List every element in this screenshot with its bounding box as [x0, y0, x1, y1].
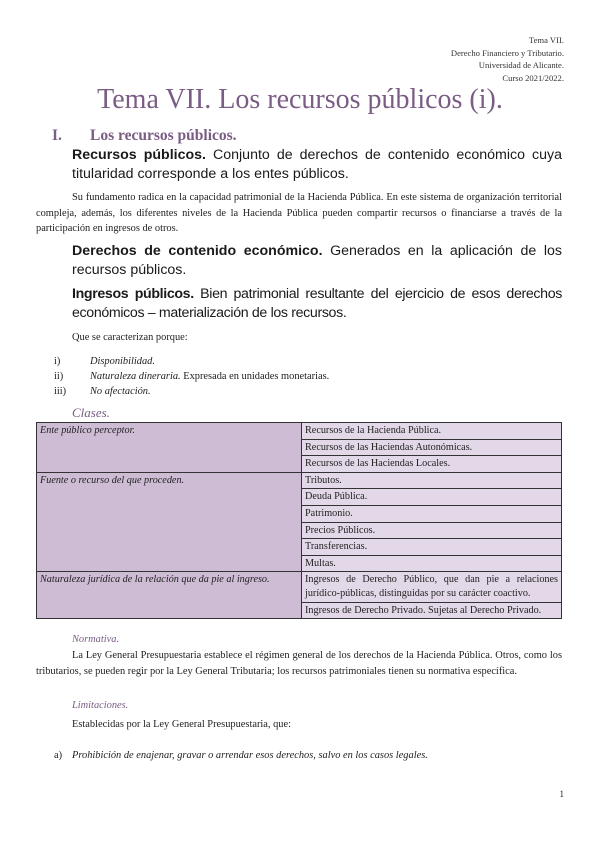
- list-item: [54, 369, 329, 384]
- definition-derechos: [72, 242, 562, 280]
- definition-term: Ingresos públicos.: [72, 286, 194, 302]
- paragraph-fundamento: Su fundamento radica en la capacidad patrimonial de la Hacienda Pública. En este sistema de organización territorial compleja, además, los diferentes niveles de la Hacienda Pública pueden compartir recursos o financiarse a través de la participación en ingresos de otros.: [36, 192, 562, 234]
- characteristics-list: [54, 354, 329, 399]
- normativa-paragraph: La Ley General Presupuestaria establece el régimen general de los derechos de la Hacienda Pública. Otros, como los tributarios, se pueden regir por la Ley General Tributaria; los recursos patrimoniales tienen su normativa específica.: [36, 650, 562, 677]
- section-heading: [52, 127, 237, 145]
- table-row: [37, 472, 562, 489]
- table-cell: Multas.: [302, 555, 562, 572]
- table-row: [37, 423, 562, 440]
- list-item-term: Naturaleza dineraria.: [90, 371, 181, 382]
- header-line: Derecho Financiero y Tributario.: [450, 47, 564, 58]
- table-cell: Ingresos de Derecho Privado. Sujetas al Derecho Privado.: [302, 602, 562, 619]
- classes-table: [36, 422, 562, 619]
- section-number: I.: [52, 127, 62, 144]
- header-line: Universidad de Alicante.: [478, 60, 564, 71]
- table-cell: Recursos de la Hacienda Pública.: [302, 423, 562, 440]
- definition-ingresos: [72, 285, 562, 323]
- clases-heading: Clases.: [72, 405, 110, 420]
- page-number: 1: [559, 789, 564, 799]
- running-header: [451, 34, 564, 84]
- definition-text: Generados en la aplicación de los recursos públicos.: [72, 243, 562, 278]
- list-item-text: Prohibición de enajenar, gravar o arrendar esos derechos, salvo en los casos legales.: [72, 750, 428, 761]
- header-line: Tema VII.: [528, 35, 564, 45]
- table-group-label: Naturaleza jurídica de la relación que da pie al ingreso.: [37, 572, 302, 619]
- section-title: Los recursos públicos.: [90, 127, 237, 144]
- table-cell: Deuda Pública.: [302, 489, 562, 506]
- limitaciones-heading: Limitaciones.: [72, 700, 129, 711]
- table-cell: Recursos de las Haciendas Locales.: [302, 456, 562, 473]
- limitaciones-paragraph: Establecidas por la Ley General Presupuestaria, que:: [72, 719, 291, 730]
- table-cell: Tributos.: [302, 472, 562, 489]
- table-cell: Transferencias.: [302, 539, 562, 556]
- table-group-label: Fuente o recurso del que proceden.: [37, 472, 302, 572]
- header-line: Curso 2021/2022.: [502, 72, 564, 83]
- table-group-label: Ente público perceptor.: [37, 423, 302, 473]
- list-marker: i): [54, 356, 61, 367]
- definition-term: Derechos de contenido económico.: [72, 243, 323, 259]
- page-title: Tema VII. Los recursos públicos (i).: [97, 84, 503, 115]
- table-cell: Patrimonio.: [302, 505, 562, 522]
- list-marker: iii): [54, 386, 67, 397]
- list-item: [54, 384, 329, 399]
- list-item-term: Disponibilidad.: [90, 356, 155, 367]
- definition-recursos: [72, 146, 562, 184]
- table-cell: Recursos de las Haciendas Autonómicas.: [302, 439, 562, 456]
- list-marker: ii): [54, 371, 64, 382]
- list-marker: a): [54, 750, 63, 761]
- definition-text: Bien patrimonial resultante del ejercicio de esos derechos económicos – materialización de los recursos.: [72, 286, 562, 321]
- definition-text: Conjunto de derechos de contenido económico cuya titularidad corresponde a los entes públicos.: [72, 147, 563, 182]
- list-item-text: Expresada en unidades monetarias.: [180, 371, 330, 382]
- normativa-heading: Normativa.: [72, 634, 120, 645]
- limitation-item: [54, 750, 428, 761]
- list-item: [54, 354, 329, 369]
- list-item-term: No afectación.: [90, 386, 151, 397]
- table-cell: Precios Públicos.: [302, 522, 562, 539]
- list-intro: Que se caracterizan porque:: [72, 332, 188, 343]
- definition-term: Recursos públicos.: [72, 147, 206, 163]
- table-cell: Ingresos de Derecho Público, que dan pie a relaciones jurídico-públicas, distinguidas por su carácter coactivo.: [302, 572, 562, 602]
- table-row: [37, 572, 562, 602]
